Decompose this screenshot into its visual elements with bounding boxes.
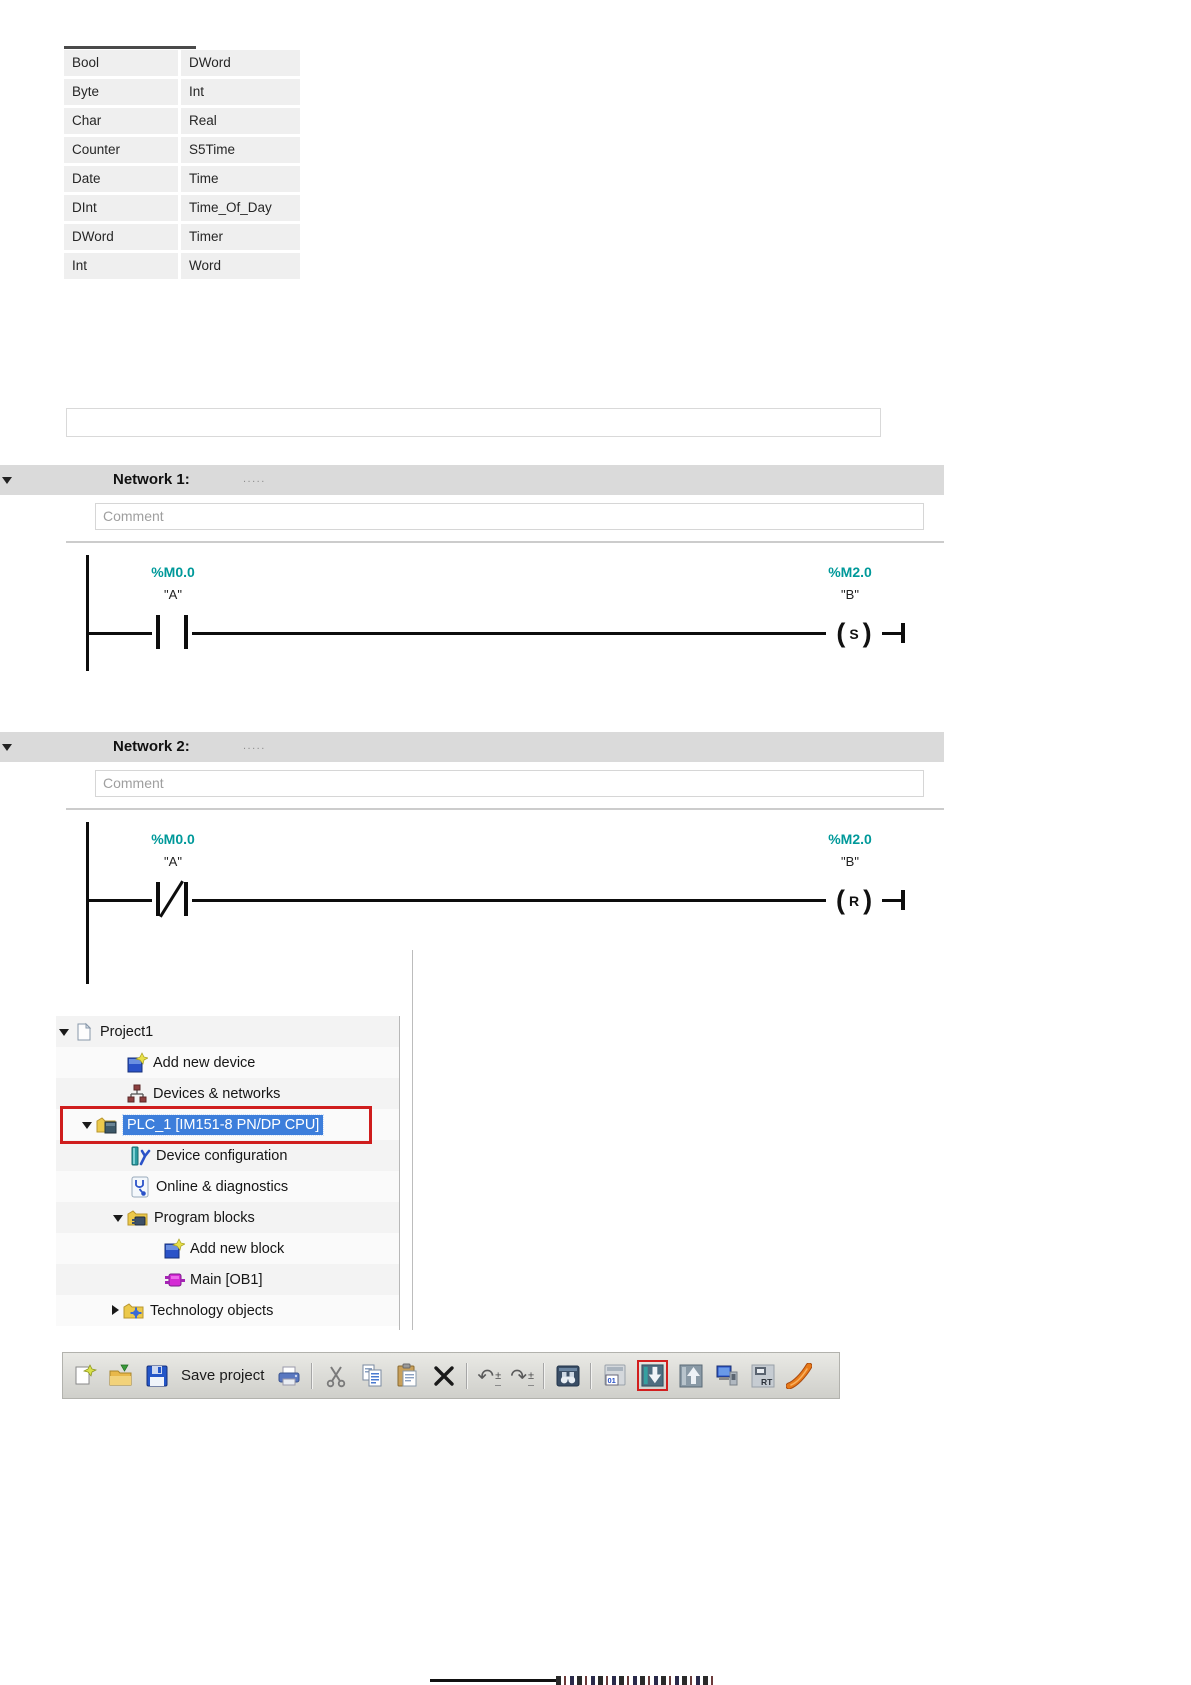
ob-block-icon [162,1269,186,1291]
datatype-item[interactable]: DWord [64,224,178,250]
coil-tag-name: "B" [841,854,859,869]
tree-item-online-diagnostics[interactable] [56,1171,399,1202]
network-title-dots: ..... [243,740,266,752]
tree-item-label: Online & diagnostics [156,1178,289,1195]
add-block-icon [162,1238,186,1260]
contact-address: %M0.0 [151,564,195,580]
redo-button[interactable] [510,1363,535,1388]
new-project-icon [72,1363,98,1389]
delete-button[interactable] [430,1362,457,1389]
program-blocks-folder-icon [126,1207,150,1229]
tree-item-label: Main [OB1] [190,1271,263,1288]
network-2 [0,732,944,992]
binoculars-icon [555,1363,581,1389]
device-config-icon [128,1145,152,1167]
datatype-item[interactable]: Date [64,166,178,192]
technology-objects-folder-icon [122,1300,146,1322]
add-device-icon [125,1052,149,1074]
rt-icon [750,1363,776,1389]
coil-address: %M2.0 [828,831,872,847]
tree-item-label: Program blocks [154,1209,255,1226]
cutoff-rule-line [430,1679,556,1682]
coil-paren-right: ) [863,885,873,915]
network-icon [125,1083,149,1105]
cut-button[interactable] [322,1362,349,1389]
block-title-strip [66,408,881,437]
rung-wire [86,899,903,902]
save-project-label[interactable]: Save project [181,1367,265,1384]
undo-button[interactable] [477,1363,502,1388]
datatype-item[interactable]: Int [181,79,300,105]
upload-from-device-button[interactable] [677,1362,704,1389]
nc-contact[interactable] [152,882,192,916]
plc-folder-icon [95,1114,119,1136]
contact-tag-name: "A" [164,854,182,869]
network-header-bar[interactable] [0,465,944,495]
rung-terminal [901,623,905,643]
datatype-item[interactable]: Bool [64,50,178,76]
compile-button[interactable] [601,1362,628,1389]
coil-letter: R [848,893,860,909]
datatype-item[interactable]: Time [181,166,300,192]
datatype-item[interactable]: DWord [181,50,300,76]
expander-down-icon[interactable] [58,1025,72,1039]
print-icon [276,1363,302,1389]
contact-bar [184,615,188,649]
tree-item-devices-networks[interactable] [56,1078,399,1109]
rung-wire [86,632,903,635]
red-highlight-box [637,1360,668,1391]
new-project-button[interactable] [71,1362,98,1389]
datatype-item[interactable]: Char [64,108,178,134]
toolbar-separator [311,1363,313,1389]
download-arrow-icon [640,1363,665,1388]
network-1 [0,465,944,685]
online-diagnostics-icon [128,1176,152,1198]
copy-button[interactable] [358,1362,385,1389]
datatype-item[interactable]: Int [64,253,178,279]
power-rail [86,822,89,984]
tree-item-plc1[interactable] [56,1109,399,1140]
contact-tag-name: "A" [164,587,182,602]
datatype-item[interactable]: Real [181,108,300,134]
toolbar-separator [466,1363,468,1389]
coil-tag-name: "B" [841,587,859,602]
coil-paren-left: ( [836,618,846,648]
datatype-item[interactable]: Time_Of_Day [181,195,300,221]
network-comment-field[interactable]: Comment [95,770,924,797]
toolbar-separator [543,1363,545,1389]
tree-item-label: Devices & networks [153,1085,281,1102]
redo-dropdown[interactable]: ± [528,1370,534,1386]
svg-text:01: 01 [607,1375,616,1385]
main-toolbar [62,1352,840,1399]
go-online-button[interactable] [713,1362,740,1389]
tree-item-label: Technology objects [150,1302,274,1319]
contact-bar [156,882,160,916]
coil-letter: S [849,626,859,642]
save-icon [144,1363,170,1389]
upload-arrow-icon [678,1363,704,1389]
network-header-bar[interactable] [0,732,944,762]
rung-terminal [901,890,905,910]
coil-paren-left: ( [835,885,845,915]
expander-down-icon[interactable] [112,1211,126,1225]
network-title: Network 2: [113,738,190,755]
datatype-item[interactable]: Timer [181,224,300,250]
tree-item-label: Device configuration [156,1147,288,1164]
project-icon [72,1021,96,1043]
download-to-device-button[interactable] [640,1363,665,1388]
expander-down-icon[interactable] [81,1118,95,1132]
svg-text:RT: RT [760,1376,772,1387]
tree-item-program-blocks[interactable] [56,1202,399,1233]
tree-item-label: Add new device [153,1054,256,1071]
tree-item-add-new-block[interactable] [56,1233,399,1264]
contact-bar [156,615,160,649]
network-separator [66,808,944,810]
compile-icon [602,1363,628,1389]
datatype-item[interactable]: Word [181,253,300,279]
redo-arrow-icon: ↷ [510,1363,527,1388]
tree-item-label-selected: PLC_1 [IM151-8 PN/DP CPU] [123,1115,323,1135]
project-tree [56,1016,400,1330]
datatype-item[interactable]: Byte [64,79,178,105]
set-coil[interactable] [826,613,882,653]
copy-icon [359,1363,385,1389]
paste-icon [395,1363,421,1389]
orange-swoosh-icon [786,1363,812,1389]
expander-right-icon[interactable] [108,1304,122,1318]
tree-item-device-configuration[interactable] [56,1140,399,1171]
start-simulation-button[interactable] [785,1362,812,1389]
print-button[interactable] [275,1362,302,1389]
tree-item-label: Add new block [190,1240,285,1257]
collapse-triangle-icon[interactable] [2,744,12,751]
network-comment-field[interactable]: Comment [95,503,924,530]
toolbar-separator [590,1363,592,1389]
datatype-item[interactable]: DInt [64,195,178,221]
tree-item-add-new-device[interactable] [56,1047,399,1078]
datatype-item[interactable]: Counter [64,137,178,163]
contact-slash [159,880,184,917]
open-project-button[interactable] [107,1362,134,1389]
tree-panel-edge-line [412,950,413,1330]
cut-scissors-icon [323,1363,349,1389]
network-title-dots: ..... [243,473,266,485]
network-separator [66,541,944,543]
undo-dropdown[interactable]: ± [495,1370,501,1386]
coil-address: %M2.0 [828,564,872,580]
search-project-button[interactable] [554,1362,581,1389]
power-rail [86,555,89,671]
go-online-icon [714,1363,740,1389]
delete-x-icon [431,1363,457,1389]
paste-button[interactable] [394,1362,421,1389]
save-project-button[interactable] [143,1362,170,1389]
tree-item-technology-objects[interactable] [56,1295,399,1326]
coil-paren-right: ) [862,618,872,648]
no-contact[interactable] [152,615,192,649]
cutoff-text-sliver [556,1676,716,1685]
datatype-item[interactable]: S5Time [181,137,300,163]
datatype-list-top-border [64,46,196,49]
reset-coil[interactable] [826,880,882,920]
undo-arrow-icon: ↶ [477,1363,495,1388]
open-project-icon [108,1363,134,1389]
go-offline-button[interactable] [749,1362,776,1389]
tree-item-label: Project1 [100,1023,154,1040]
network-title: Network 1: [113,471,190,488]
contact-address: %M0.0 [151,831,195,847]
contact-bar [184,882,188,916]
tree-item-main-ob1[interactable] [56,1264,399,1295]
collapse-triangle-icon[interactable] [2,477,12,484]
tree-item-project1[interactable] [56,1016,399,1047]
